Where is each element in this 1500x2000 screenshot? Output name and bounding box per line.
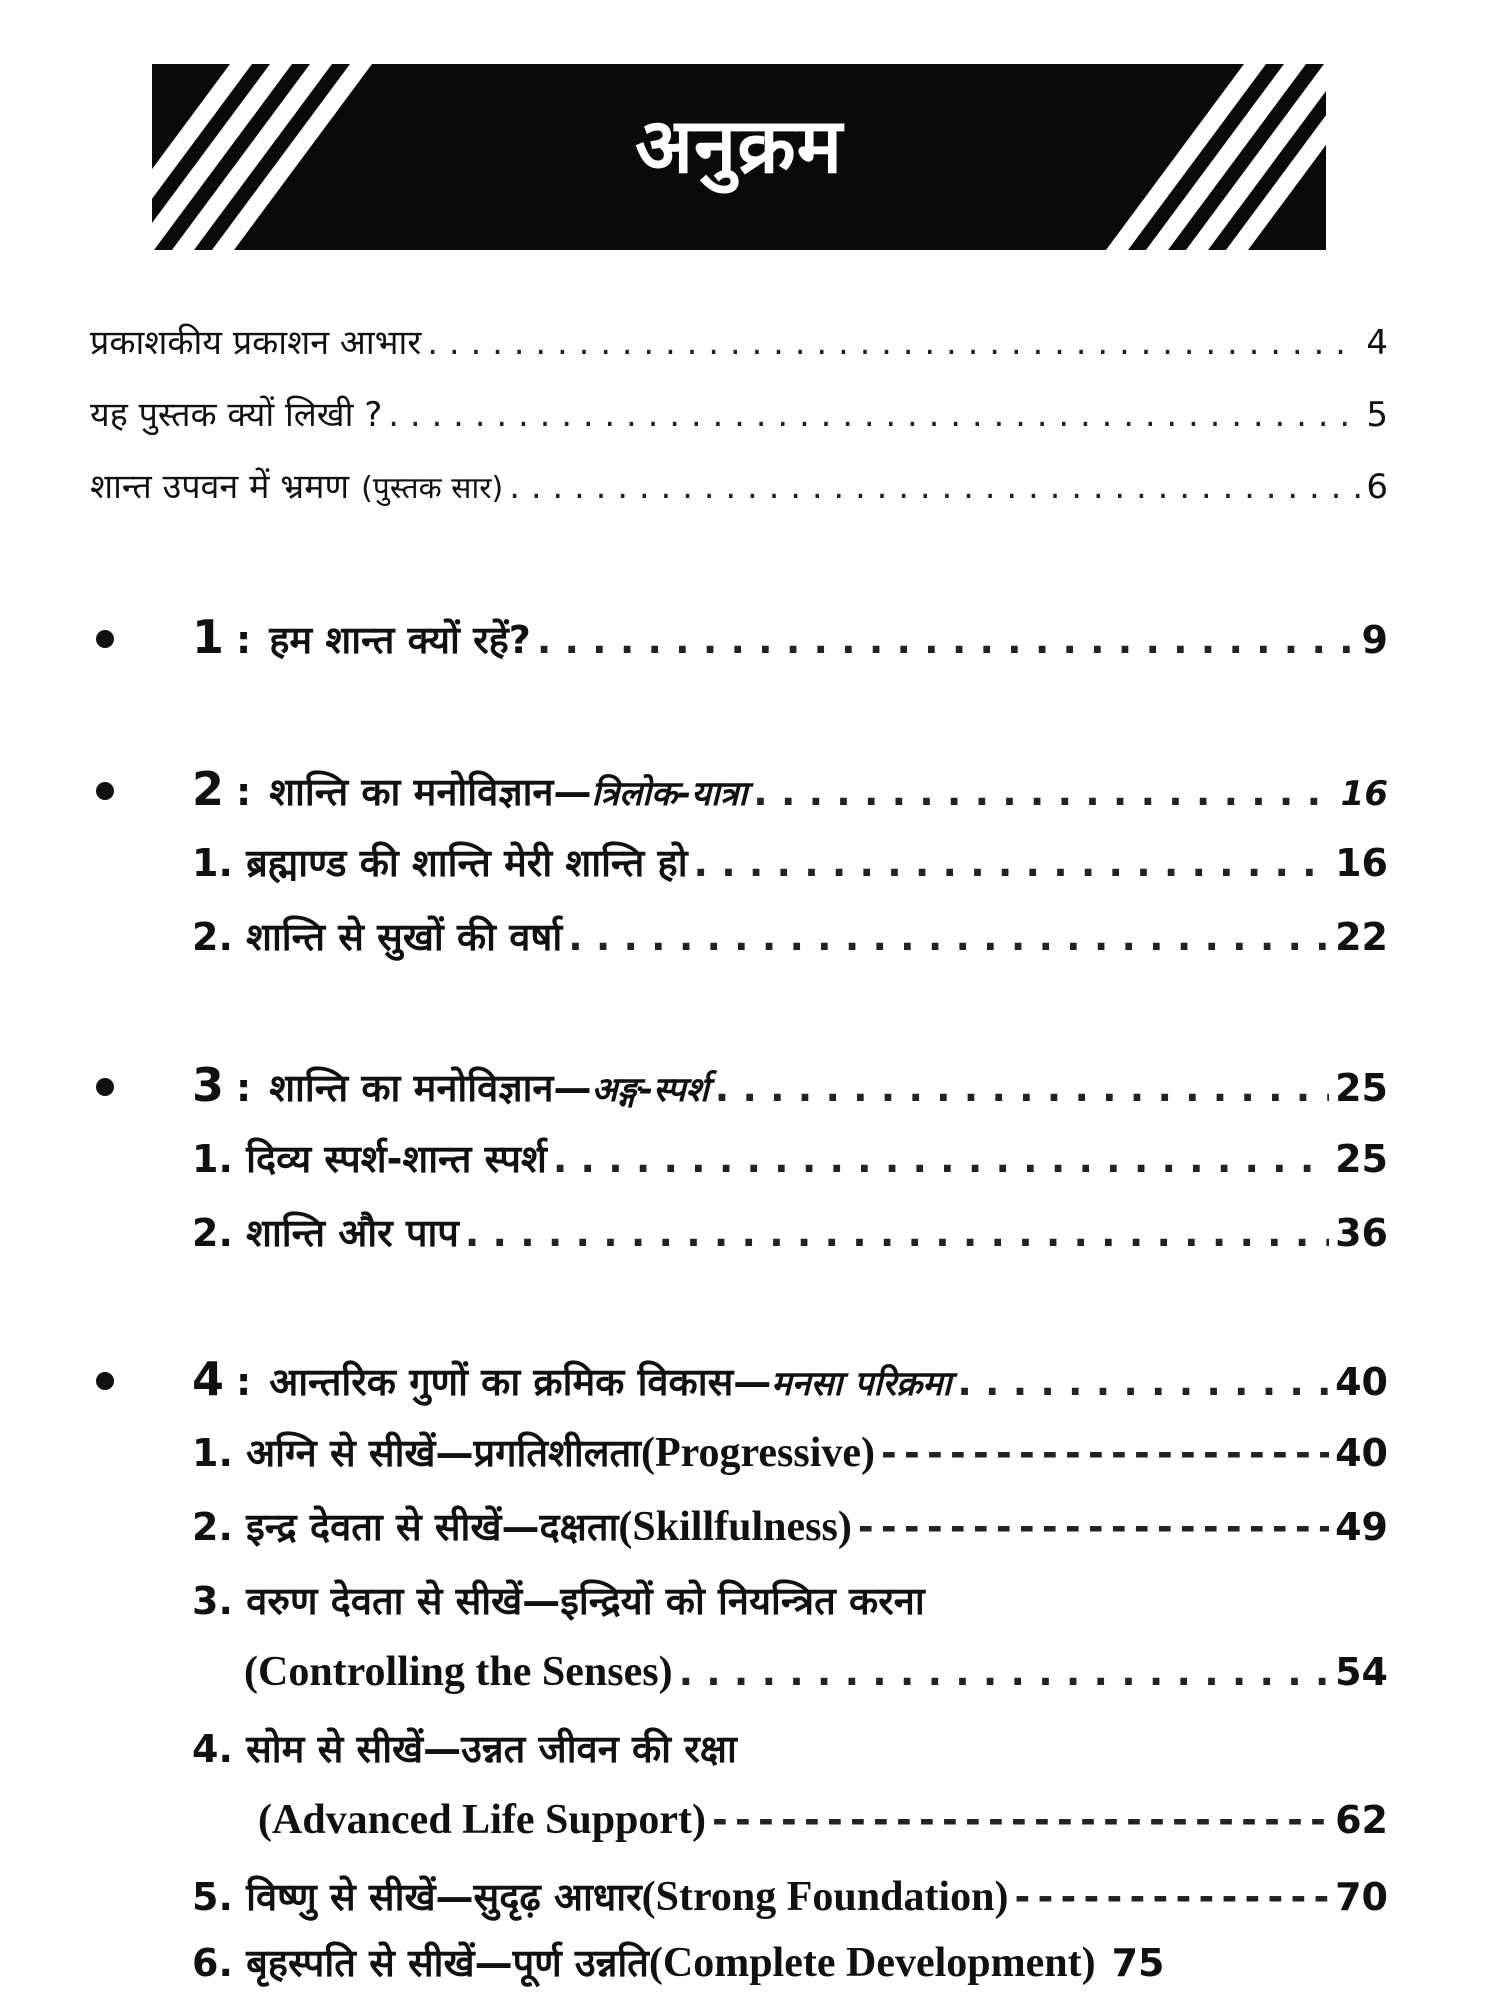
toc-page-number: 75 xyxy=(1111,1941,1165,1985)
chapter-colon: : xyxy=(236,770,252,814)
bullet-icon xyxy=(96,630,114,648)
chapter-title: हम शान्त क्यों रहें? xyxy=(269,618,531,662)
header-banner xyxy=(152,64,1326,250)
dot-leader xyxy=(465,1211,1329,1255)
toc-page-number: 36 xyxy=(1335,1211,1388,1255)
toc-page-number: 70 xyxy=(1335,1875,1388,1919)
toc-chapter-4[interactable] xyxy=(192,1352,1388,1407)
toc-item-3-2[interactable] xyxy=(192,1206,1388,1258)
toc-label: 2. इन्द्र देवता से सीखें—दक्षता xyxy=(192,1505,619,1549)
dot-leader xyxy=(553,1137,1329,1181)
toc-page-number: 49 xyxy=(1335,1505,1388,1549)
dash-leader xyxy=(881,1431,1329,1475)
chapter-subtitle: त्रिलोक-यात्रा xyxy=(591,774,748,814)
toc-item-4-3[interactable] xyxy=(244,1648,1388,1696)
chapter-number: 4 xyxy=(192,1352,225,1406)
toc-english-label: (Skillfulness) xyxy=(618,1504,852,1550)
toc-item-4-4-title[interactable]: 4. सोम से सीखें—उन्नत जीवन की रक्षा xyxy=(192,1727,737,1771)
dash-leader xyxy=(1014,1875,1329,1919)
toc-entry-front-2[interactable] xyxy=(90,390,1388,436)
dash-leader xyxy=(858,1505,1329,1549)
toc-page-number: 40 xyxy=(1335,1360,1388,1404)
toc-item-4-2[interactable] xyxy=(192,1500,1388,1552)
toc-page-number: 25 xyxy=(1335,1137,1388,1181)
chapter-subtitle: अङ्ग-स्पर्श xyxy=(591,1070,709,1110)
toc-english-label: (Strong Foundation) xyxy=(641,1874,1009,1920)
toc-item-4-1[interactable] xyxy=(192,1426,1388,1478)
toc-label: 1. दिव्य स्पर्श-शान्त स्पर्श xyxy=(192,1137,547,1181)
toc-page-number: 54 xyxy=(1335,1650,1388,1694)
toc-item-4-3-title[interactable]: 3. वरुण देवता से सीखें—इन्द्रियों को नियन्त्रित करना xyxy=(192,1579,925,1623)
toc-page-number: 5 xyxy=(1366,395,1388,435)
toc-label: 1. ब्रह्माण्ड की शान्ति मेरी शान्ति हो xyxy=(192,841,688,885)
chapter-number: 3 xyxy=(192,1058,225,1112)
chapter-subtitle: मनसा परिक्रमा xyxy=(771,1364,952,1404)
dot-leader xyxy=(568,915,1329,959)
chapter-number: 2 xyxy=(192,762,225,816)
page-title: अनुक्रम xyxy=(634,101,844,190)
toc-item-4-4[interactable] xyxy=(258,1796,1388,1844)
toc-entry-front-3[interactable] xyxy=(90,462,1388,508)
chapter-number: 1 xyxy=(192,610,225,664)
toc-page-number: 16 xyxy=(1335,841,1388,885)
toc-page-number: 4 xyxy=(1366,323,1388,363)
toc-page-number: 40 xyxy=(1335,1431,1388,1475)
toc-english-label: (Complete Development) xyxy=(648,1940,1096,1986)
toc-label: 2. शान्ति से सुखों की वर्षा xyxy=(192,915,563,959)
toc-item-4-5[interactable] xyxy=(192,1870,1388,1922)
dot-leader xyxy=(715,1066,1329,1110)
toc-item-4-6[interactable] xyxy=(192,1936,1388,1988)
toc-label: 6. बृहस्पति से सीखें—पूर्ण उन्नति xyxy=(192,1941,649,1985)
chapter-colon: : xyxy=(236,1360,252,1404)
dot-leader xyxy=(679,1650,1330,1694)
toc-label: 5. विष्णु से सीखें—सुदृढ़ आधार xyxy=(192,1875,642,1919)
toc-english-label: (Advanced Life Support) xyxy=(258,1797,707,1843)
toc-item-3-1[interactable] xyxy=(192,1132,1388,1184)
toc-label: शान्त उपवन में भ्रमण xyxy=(90,467,350,507)
dot-leader xyxy=(694,841,1330,885)
toc-page-number: 62 xyxy=(1335,1798,1388,1842)
toc-page-number: 9 xyxy=(1361,618,1388,662)
toc-chapter-1[interactable] xyxy=(192,610,1388,665)
toc-page-number: 25 xyxy=(1335,1066,1388,1110)
bullet-icon xyxy=(96,1372,114,1390)
dash-leader xyxy=(712,1798,1329,1842)
toc-english-label: (Controlling the Senses) xyxy=(244,1649,673,1695)
chapter-title: शान्ति का मनोविज्ञान— xyxy=(269,770,592,814)
dot-leader xyxy=(753,770,1334,814)
bullet-icon xyxy=(96,1078,114,1096)
toc-english-label: (Progressive) xyxy=(640,1430,876,1476)
toc-page-number: 6 xyxy=(1366,467,1388,507)
dot-leader xyxy=(957,1360,1329,1404)
toc-page-number: 16 xyxy=(1340,774,1388,814)
toc-sublabel: (पुस्तक सार) xyxy=(361,471,504,506)
toc-label: 2. शान्ति और पाप xyxy=(192,1211,459,1255)
dot-leader xyxy=(509,467,1360,507)
chapter-colon: : xyxy=(236,1066,252,1110)
dot-leader xyxy=(388,395,1360,435)
toc-chapter-2[interactable] xyxy=(192,762,1388,817)
toc-label: प्रकाशकीय प्रकाशन आभार xyxy=(90,323,422,363)
toc-entry-front-1[interactable] xyxy=(90,318,1388,364)
toc-label: यह पुस्तक क्यों लिखी ? xyxy=(90,395,383,435)
toc-item-2-2[interactable] xyxy=(192,910,1388,962)
dot-leader xyxy=(537,618,1356,662)
toc-page-number: 22 xyxy=(1335,915,1388,959)
chapter-title: आन्तरिक गुणों का क्रमिक विकास— xyxy=(269,1360,772,1404)
dot-leader xyxy=(427,323,1360,363)
chapter-colon: : xyxy=(236,618,252,662)
chapter-title: शान्ति का मनोविज्ञान— xyxy=(269,1066,592,1110)
bullet-icon xyxy=(96,782,114,800)
toc-chapter-3[interactable] xyxy=(192,1058,1388,1113)
toc-label: 1. अग्नि से सीखें—प्रगतिशीलता xyxy=(192,1431,641,1475)
toc-item-2-1[interactable] xyxy=(192,836,1388,888)
